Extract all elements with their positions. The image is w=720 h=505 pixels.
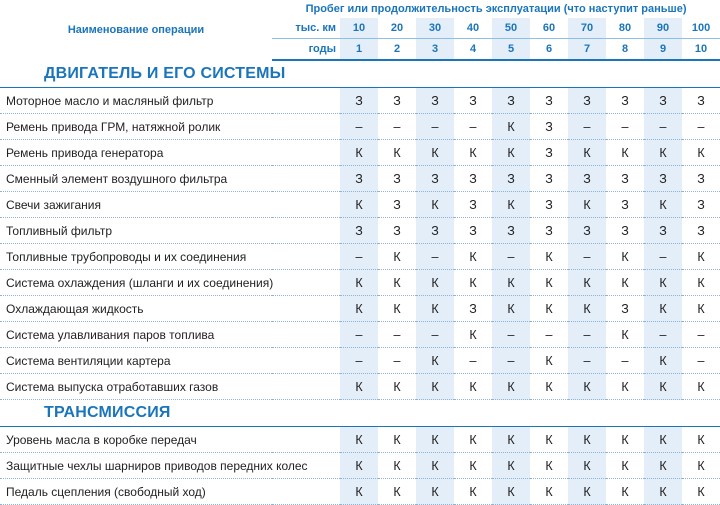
schedule-cell: К: [682, 270, 720, 296]
schedule-cell: К: [340, 270, 378, 296]
schedule-cell: К: [530, 479, 568, 505]
schedule-cell: К: [530, 296, 568, 322]
schedule-cell: З: [378, 192, 416, 218]
schedule-cell: К: [454, 322, 492, 348]
schedule-cell: З: [530, 192, 568, 218]
operation-name: Топливные трубопроводы и их соединения: [0, 244, 340, 270]
section-title: ТРАНСМИССИЯ: [0, 400, 720, 427]
schedule-cell: К: [416, 192, 454, 218]
schedule-cell: К: [454, 270, 492, 296]
schedule-cell: К: [568, 192, 606, 218]
table-row: [0, 296, 720, 322]
schedule-cell: К: [644, 270, 682, 296]
schedule-cell: К: [530, 348, 568, 374]
schedule-cell: К: [682, 427, 720, 453]
schedule-cell: –: [568, 244, 606, 270]
table-row: [0, 374, 720, 400]
schedule-cell: К: [416, 296, 454, 322]
schedule-cell: К: [606, 427, 644, 453]
schedule-cell: –: [378, 348, 416, 374]
schedule-cell: К: [378, 296, 416, 322]
schedule-cell: –: [568, 114, 606, 140]
schedule-cell: К: [644, 427, 682, 453]
schedule-cell: К: [340, 192, 378, 218]
schedule-cell: К: [530, 374, 568, 400]
schedule-cell: К: [568, 479, 606, 505]
operation-name: Моторное масло и масляный фильтр: [0, 88, 340, 114]
schedule-cell: З: [568, 218, 606, 244]
table-row: [0, 140, 720, 166]
schedule-cell: –: [416, 322, 454, 348]
year-value: 4: [454, 39, 492, 61]
operation-name: Топливный фильтр: [0, 218, 340, 244]
schedule-cell: З: [454, 88, 492, 114]
km-value: 50: [492, 18, 530, 39]
schedule-cell: З: [606, 166, 644, 192]
schedule-cell: З: [492, 88, 530, 114]
schedule-cell: –: [340, 322, 378, 348]
schedule-cell: К: [606, 479, 644, 505]
schedule-cell: К: [644, 348, 682, 374]
schedule-cell: К: [606, 244, 644, 270]
table-row: [0, 192, 720, 218]
schedule-cell: К: [378, 270, 416, 296]
year-value: 6: [530, 39, 568, 61]
table-row: [0, 348, 720, 374]
schedule-cell: К: [454, 427, 492, 453]
schedule-cell: К: [492, 479, 530, 505]
operation-name: Система выпуска отработавших газов: [0, 374, 340, 400]
schedule-cell: З: [378, 218, 416, 244]
schedule-cell: –: [416, 244, 454, 270]
schedule-cell: З: [530, 140, 568, 166]
schedule-cell: З: [416, 218, 454, 244]
year-value: 8: [606, 39, 644, 61]
schedule-cell: З: [530, 218, 568, 244]
schedule-cell: –: [492, 348, 530, 374]
schedule-cell: З: [568, 166, 606, 192]
schedule-cell: К: [606, 322, 644, 348]
schedule-cell: К: [606, 140, 644, 166]
schedule-cell: К: [416, 270, 454, 296]
schedule-cell: –: [568, 348, 606, 374]
schedule-cell: К: [340, 453, 378, 479]
schedule-cell: –: [492, 244, 530, 270]
section-header-row: [0, 400, 720, 427]
schedule-cell: З: [682, 192, 720, 218]
schedule-cell: К: [492, 427, 530, 453]
operation-name: Ремень привода ГРМ, натяжной ролик: [0, 114, 340, 140]
schedule-cell: З: [682, 218, 720, 244]
schedule-cell: К: [378, 244, 416, 270]
schedule-cell: К: [454, 479, 492, 505]
operation-name: Защитные чехлы шарниров приводов передних колес: [0, 453, 340, 479]
schedule-cell: З: [606, 218, 644, 244]
schedule-cell: К: [340, 427, 378, 453]
operation-name: Охлаждающая жидкость: [0, 296, 340, 322]
km-value: 80: [606, 18, 644, 39]
schedule-cell: –: [682, 348, 720, 374]
schedule-cell: З: [454, 296, 492, 322]
year-value: 3: [416, 39, 454, 61]
schedule-cell: К: [568, 427, 606, 453]
schedule-cell: К: [530, 244, 568, 270]
schedule-cell: –: [340, 348, 378, 374]
schedule-cell: К: [492, 192, 530, 218]
schedule-cell: –: [340, 244, 378, 270]
section-header-row: [0, 60, 720, 88]
schedule-cell: К: [454, 244, 492, 270]
schedule-cell: К: [416, 453, 454, 479]
table-row: [0, 270, 720, 296]
schedule-cell: З: [606, 192, 644, 218]
schedule-cell: К: [682, 244, 720, 270]
km-value: 20: [378, 18, 416, 39]
schedule-cell: К: [416, 374, 454, 400]
operation-name: Система вентиляции картера: [0, 348, 340, 374]
operation-name: Педаль сцепления (свободный ход): [0, 479, 340, 505]
schedule-cell: К: [530, 270, 568, 296]
schedule-cell: К: [606, 270, 644, 296]
schedule-cell: З: [530, 114, 568, 140]
schedule-cell: К: [492, 140, 530, 166]
schedule-cell: –: [378, 114, 416, 140]
schedule-cell: З: [378, 166, 416, 192]
schedule-cell: К: [378, 374, 416, 400]
schedule-cell: К: [378, 427, 416, 453]
schedule-cell: К: [644, 192, 682, 218]
schedule-cell: З: [416, 166, 454, 192]
table-row: [0, 453, 720, 479]
schedule-cell: З: [454, 192, 492, 218]
schedule-cell: К: [682, 374, 720, 400]
schedule-cell: К: [416, 348, 454, 374]
operation-name: Уровень масла в коробке передач: [0, 427, 340, 453]
schedule-cell: К: [644, 453, 682, 479]
schedule-cell: –: [416, 114, 454, 140]
km-label: тыс. км: [272, 18, 340, 39]
table-row: [0, 427, 720, 453]
schedule-cell: К: [340, 296, 378, 322]
schedule-cell: К: [492, 453, 530, 479]
schedule-cell: З: [682, 88, 720, 114]
schedule-cell: К: [568, 140, 606, 166]
schedule-cell: К: [454, 140, 492, 166]
schedule-cell: К: [644, 296, 682, 322]
km-value: 30: [416, 18, 454, 39]
schedule-cell: К: [340, 140, 378, 166]
schedule-cell: К: [416, 140, 454, 166]
schedule-cell: З: [416, 88, 454, 114]
schedule-cell: З: [530, 88, 568, 114]
schedule-cell: К: [340, 374, 378, 400]
km-value: 40: [454, 18, 492, 39]
section-title: ДВИГАТЕЛЬ И ЕГО СИСТЕМЫ: [0, 60, 720, 88]
schedule-cell: З: [644, 166, 682, 192]
table-row: [0, 88, 720, 114]
schedule-cell: К: [682, 479, 720, 505]
schedule-cell: –: [682, 114, 720, 140]
km-value: 70: [568, 18, 606, 39]
schedule-cell: К: [492, 270, 530, 296]
schedule-cell: З: [682, 166, 720, 192]
schedule-cell: К: [568, 270, 606, 296]
operation-name: Система охлаждения (шланги и их соединения): [0, 270, 340, 296]
schedule-cell: К: [682, 140, 720, 166]
schedule-cell: К: [378, 140, 416, 166]
years-label: годы: [272, 39, 340, 61]
schedule-cell: З: [644, 88, 682, 114]
schedule-cell: К: [644, 479, 682, 505]
schedule-cell: З: [606, 88, 644, 114]
schedule-cell: З: [340, 88, 378, 114]
schedule-cell: –: [530, 322, 568, 348]
schedule-cell: К: [682, 296, 720, 322]
operation-name: Свечи зажигания: [0, 192, 340, 218]
km-value: 90: [644, 18, 682, 39]
schedule-cell: К: [606, 374, 644, 400]
table-row: [0, 166, 720, 192]
table-row: [0, 479, 720, 505]
schedule-cell: –: [454, 348, 492, 374]
year-value: 7: [568, 39, 606, 61]
schedule-cell: З: [340, 218, 378, 244]
year-value: 5: [492, 39, 530, 61]
schedule-cell: К: [492, 114, 530, 140]
schedule-cell: –: [682, 322, 720, 348]
schedule-cell: –: [606, 348, 644, 374]
operation-name: Сменный элемент воздушного фильтра: [0, 166, 340, 192]
table-row: [0, 322, 720, 348]
schedule-cell: К: [378, 453, 416, 479]
schedule-cell: –: [568, 322, 606, 348]
schedule-cell: З: [530, 166, 568, 192]
schedule-cell: –: [492, 322, 530, 348]
year-value: 9: [644, 39, 682, 61]
schedule-cell: К: [568, 374, 606, 400]
table-row: [0, 244, 720, 270]
operation-name: Ремень привода генератора: [0, 140, 340, 166]
schedule-cell: –: [340, 114, 378, 140]
schedule-cell: К: [644, 374, 682, 400]
schedule-cell: К: [492, 296, 530, 322]
schedule-cell: З: [454, 218, 492, 244]
km-value: 100: [682, 18, 720, 39]
schedule-cell: К: [454, 453, 492, 479]
schedule-cell: К: [644, 140, 682, 166]
schedule-cell: К: [530, 453, 568, 479]
schedule-cell: К: [340, 479, 378, 505]
schedule-cell: –: [644, 322, 682, 348]
schedule-cell: К: [530, 427, 568, 453]
schedule-cell: К: [454, 374, 492, 400]
schedule-cell: З: [606, 296, 644, 322]
schedule-cell: З: [644, 218, 682, 244]
schedule-cell: К: [568, 296, 606, 322]
schedule-cell: З: [340, 166, 378, 192]
schedule-cell: К: [606, 453, 644, 479]
schedule-cell: З: [378, 88, 416, 114]
schedule-cell: –: [454, 114, 492, 140]
period-header: Пробег или продолжительность эксплуатации (что наступит раньше): [305, 3, 687, 15]
schedule-cell: К: [378, 479, 416, 505]
schedule-cell: К: [416, 479, 454, 505]
operation-name: Система улавливания паров топлива: [0, 322, 340, 348]
schedule-cell: З: [492, 218, 530, 244]
year-value: 1: [340, 39, 378, 61]
schedule-cell: К: [416, 427, 454, 453]
schedule-cell: З: [454, 166, 492, 192]
table-row: [0, 114, 720, 140]
year-value: 2: [378, 39, 416, 61]
schedule-cell: К: [568, 453, 606, 479]
year-value: 10: [682, 39, 720, 61]
table-row: [0, 218, 720, 244]
schedule-cell: –: [378, 322, 416, 348]
km-value: 10: [340, 18, 378, 39]
operation-column-header: Наименование операции: [67, 24, 205, 36]
schedule-cell: –: [644, 244, 682, 270]
schedule-cell: К: [682, 453, 720, 479]
schedule-cell: –: [644, 114, 682, 140]
schedule-cell: –: [606, 114, 644, 140]
schedule-cell: З: [568, 88, 606, 114]
schedule-cell: З: [492, 166, 530, 192]
km-value: 60: [530, 18, 568, 39]
schedule-cell: К: [492, 374, 530, 400]
